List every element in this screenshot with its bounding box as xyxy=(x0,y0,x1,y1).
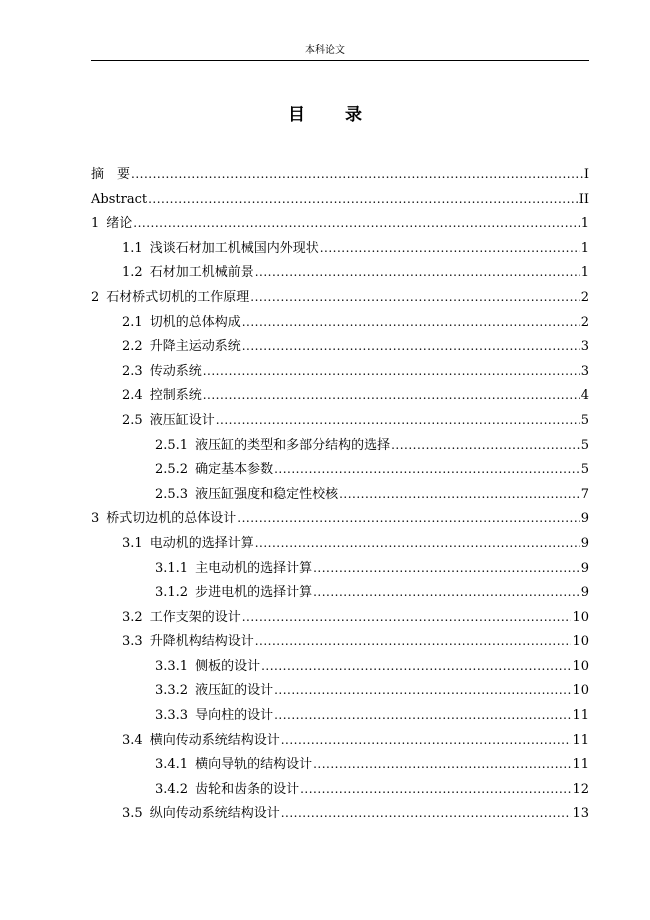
toc-entry-page: 9 xyxy=(580,511,589,527)
toc-entry-number: 2.5 xyxy=(122,412,143,428)
toc-entry-number: 3.5 xyxy=(122,806,143,822)
toc-dot-leader xyxy=(300,779,571,799)
toc-dot-leader xyxy=(133,213,579,233)
toc-entry-title: 切机的总体构成 xyxy=(149,314,241,330)
table-of-contents xyxy=(91,164,589,828)
toc-entry-page: 9 xyxy=(580,585,589,601)
toc-entry[interactable] xyxy=(91,730,589,755)
header-rule xyxy=(91,60,589,61)
toc-entry-page: 5 xyxy=(580,412,589,428)
toc-entry-number: 2.5.3 xyxy=(155,486,189,502)
toc-entry-title: 浅谈石材加工机械国内外现状 xyxy=(149,240,319,256)
toc-entry-title: 导向柱的设计 xyxy=(195,708,274,724)
toc-entry-page: 11 xyxy=(572,708,589,724)
toc-entry-title: 步进电机的选择计算 xyxy=(195,585,313,601)
toc-entry[interactable] xyxy=(91,238,589,263)
toc-entry[interactable] xyxy=(91,410,589,435)
toc-entry-number: 2 xyxy=(91,289,100,305)
toc-entry-page: II xyxy=(578,191,589,207)
toc-dot-leader xyxy=(274,705,571,725)
toc-dot-leader xyxy=(255,262,580,282)
toc-entry-title: 石材桥式切机的工作原理 xyxy=(106,289,250,305)
toc-dot-leader xyxy=(242,336,580,356)
toc-entry-page: 1 xyxy=(580,265,589,281)
toc-entry-page: 2 xyxy=(580,314,589,330)
toc-dot-leader xyxy=(237,508,579,528)
toc-entry-number: 3.2 xyxy=(122,609,143,625)
toc-entry-number: 2.3 xyxy=(122,363,143,379)
toc-entry[interactable] xyxy=(91,508,589,533)
toc-entry[interactable] xyxy=(91,656,589,681)
toc-entry-number: 3 xyxy=(91,511,100,527)
toc-entry[interactable] xyxy=(91,705,589,730)
toc-entry-number: 2.1 xyxy=(122,314,143,330)
toc-entry-page: 5 xyxy=(580,437,589,453)
toc-entry-title: 液压缸强度和稳定性校核 xyxy=(195,486,339,502)
toc-entry-title: 电动机的选择计算 xyxy=(149,535,254,551)
toc-entry-title: 桥式切边机的总体设计 xyxy=(106,511,237,527)
toc-dot-leader xyxy=(320,238,580,258)
toc-entry-number: 2.4 xyxy=(122,388,143,404)
toc-dot-leader xyxy=(242,312,580,332)
toc-entry[interactable] xyxy=(91,803,589,828)
toc-entry-page: 11 xyxy=(572,732,589,748)
toc-entry[interactable] xyxy=(91,361,589,386)
toc-title-char-2: 录 xyxy=(345,105,362,125)
toc-entry-page: 4 xyxy=(580,388,589,404)
toc-dot-leader xyxy=(255,631,572,651)
toc-entry[interactable] xyxy=(91,484,589,509)
toc-dot-leader xyxy=(274,459,580,479)
toc-entry[interactable] xyxy=(91,459,589,484)
toc-dot-leader xyxy=(274,680,571,700)
toc-dot-leader xyxy=(255,533,580,553)
toc-entry-title: 绪论 xyxy=(106,216,133,232)
toc-dot-leader xyxy=(313,558,580,578)
toc-entry-number: 2.2 xyxy=(122,339,143,355)
toc-entry[interactable] xyxy=(91,435,589,460)
toc-entry[interactable] xyxy=(91,582,589,607)
toc-entry-page: 10 xyxy=(572,609,589,625)
toc-entry-title: 横向传动系统结构设计 xyxy=(149,732,280,748)
toc-entry-page: 11 xyxy=(572,757,589,773)
toc-entry[interactable] xyxy=(91,779,589,804)
toc-dot-leader xyxy=(203,361,580,381)
page-header: 本科论文 xyxy=(305,45,345,56)
toc-entry[interactable] xyxy=(91,631,589,656)
toc-dot-leader xyxy=(391,435,580,455)
toc-dot-leader xyxy=(281,730,572,750)
toc-entry-number: 3.3.3 xyxy=(155,708,189,724)
toc-title xyxy=(0,103,650,127)
toc-entry-number: 3.3.2 xyxy=(155,683,189,699)
toc-entry-number: 2.5.1 xyxy=(155,437,189,453)
toc-entry-number: 3.4.2 xyxy=(155,781,189,797)
toc-entry[interactable] xyxy=(91,213,589,238)
toc-entry-title: 液压缸设计 xyxy=(149,412,215,428)
toc-entry-page: 3 xyxy=(580,363,589,379)
toc-entry-number: 1.1 xyxy=(122,240,143,256)
toc-dot-leader xyxy=(313,754,571,774)
toc-entry[interactable] xyxy=(91,287,589,312)
toc-entry-page: 9 xyxy=(580,535,589,551)
toc-entry-number: 1.2 xyxy=(122,265,143,281)
toc-entry-title: 升降主运动系统 xyxy=(149,339,241,355)
toc-entry[interactable] xyxy=(91,189,589,214)
toc-entry[interactable] xyxy=(91,385,589,410)
toc-entry-number: 3.4 xyxy=(122,732,143,748)
toc-entry-title: Abstract xyxy=(91,191,148,207)
toc-entry-title: 侧板的设计 xyxy=(195,658,261,674)
toc-entry-title: 液压缸的设计 xyxy=(195,683,274,699)
toc-title-char-1: 目 xyxy=(288,105,305,125)
toc-entry-title: 控制系统 xyxy=(149,388,202,404)
toc-dot-leader xyxy=(203,385,580,405)
toc-entry-page: 2 xyxy=(580,289,589,305)
toc-dot-leader xyxy=(281,803,572,823)
toc-dot-leader xyxy=(148,189,578,209)
toc-entry-page: 9 xyxy=(580,560,589,576)
toc-entry[interactable] xyxy=(91,312,589,337)
toc-entry-title: 升降机构结构设计 xyxy=(149,634,254,650)
toc-entry-page: 5 xyxy=(580,462,589,478)
toc-entry-title: 主电动机的选择计算 xyxy=(195,560,313,576)
toc-entry[interactable] xyxy=(91,680,589,705)
toc-entry-page: 10 xyxy=(572,634,589,650)
toc-entry-page: 10 xyxy=(572,683,589,699)
toc-entry-title: 确定基本参数 xyxy=(195,462,274,478)
toc-entry-page: 10 xyxy=(572,658,589,674)
toc-entry-page: 12 xyxy=(572,781,589,797)
toc-entry-title: 齿轮和齿条的设计 xyxy=(195,781,300,797)
toc-entry-number: 3.4.1 xyxy=(155,757,189,773)
toc-entry-title: 横向导轨的结构设计 xyxy=(195,757,313,773)
toc-dot-leader xyxy=(261,656,571,676)
toc-entry-page: 7 xyxy=(580,486,589,502)
toc-entry-page: 3 xyxy=(580,339,589,355)
toc-entry-page: 13 xyxy=(572,806,589,822)
toc-entry[interactable] xyxy=(91,533,589,558)
toc-entry[interactable] xyxy=(91,262,589,287)
toc-entry-title: 石材加工机械前景 xyxy=(149,265,254,281)
toc-entry-title: 纵向传动系统结构设计 xyxy=(149,806,280,822)
toc-entry-number: 3.1.1 xyxy=(155,560,189,576)
toc-entry-number: 3.1.2 xyxy=(155,585,189,601)
toc-dot-leader xyxy=(131,164,583,184)
toc-entry-number: 3.3.1 xyxy=(155,658,189,674)
toc-entry[interactable] xyxy=(91,754,589,779)
toc-dot-leader xyxy=(313,582,580,602)
toc-entry-page: 1 xyxy=(580,240,589,256)
toc-entry[interactable] xyxy=(91,558,589,583)
toc-entry-page: I xyxy=(583,167,589,182)
toc-entry-title: 传动系统 xyxy=(149,363,202,379)
toc-entry-title: 液压缸的类型和多部分结构的选择 xyxy=(195,437,391,453)
toc-dot-leader xyxy=(242,607,572,627)
toc-entry-number: 3.3 xyxy=(122,634,143,650)
toc-entry-title: 摘 要 xyxy=(91,167,131,182)
toc-entry[interactable] xyxy=(91,164,589,189)
toc-entry-number: 3.1 xyxy=(122,535,143,551)
toc-entry[interactable] xyxy=(91,336,589,361)
toc-entry-number: 2.5.2 xyxy=(155,462,189,478)
toc-dot-leader xyxy=(339,484,580,504)
toc-entry-title: 工作支架的设计 xyxy=(149,609,241,625)
toc-dot-leader xyxy=(216,410,580,430)
toc-dot-leader xyxy=(250,287,579,307)
toc-entry-page: 1 xyxy=(580,216,589,232)
toc-entry-number: 1 xyxy=(91,216,100,232)
toc-entry[interactable] xyxy=(91,607,589,632)
